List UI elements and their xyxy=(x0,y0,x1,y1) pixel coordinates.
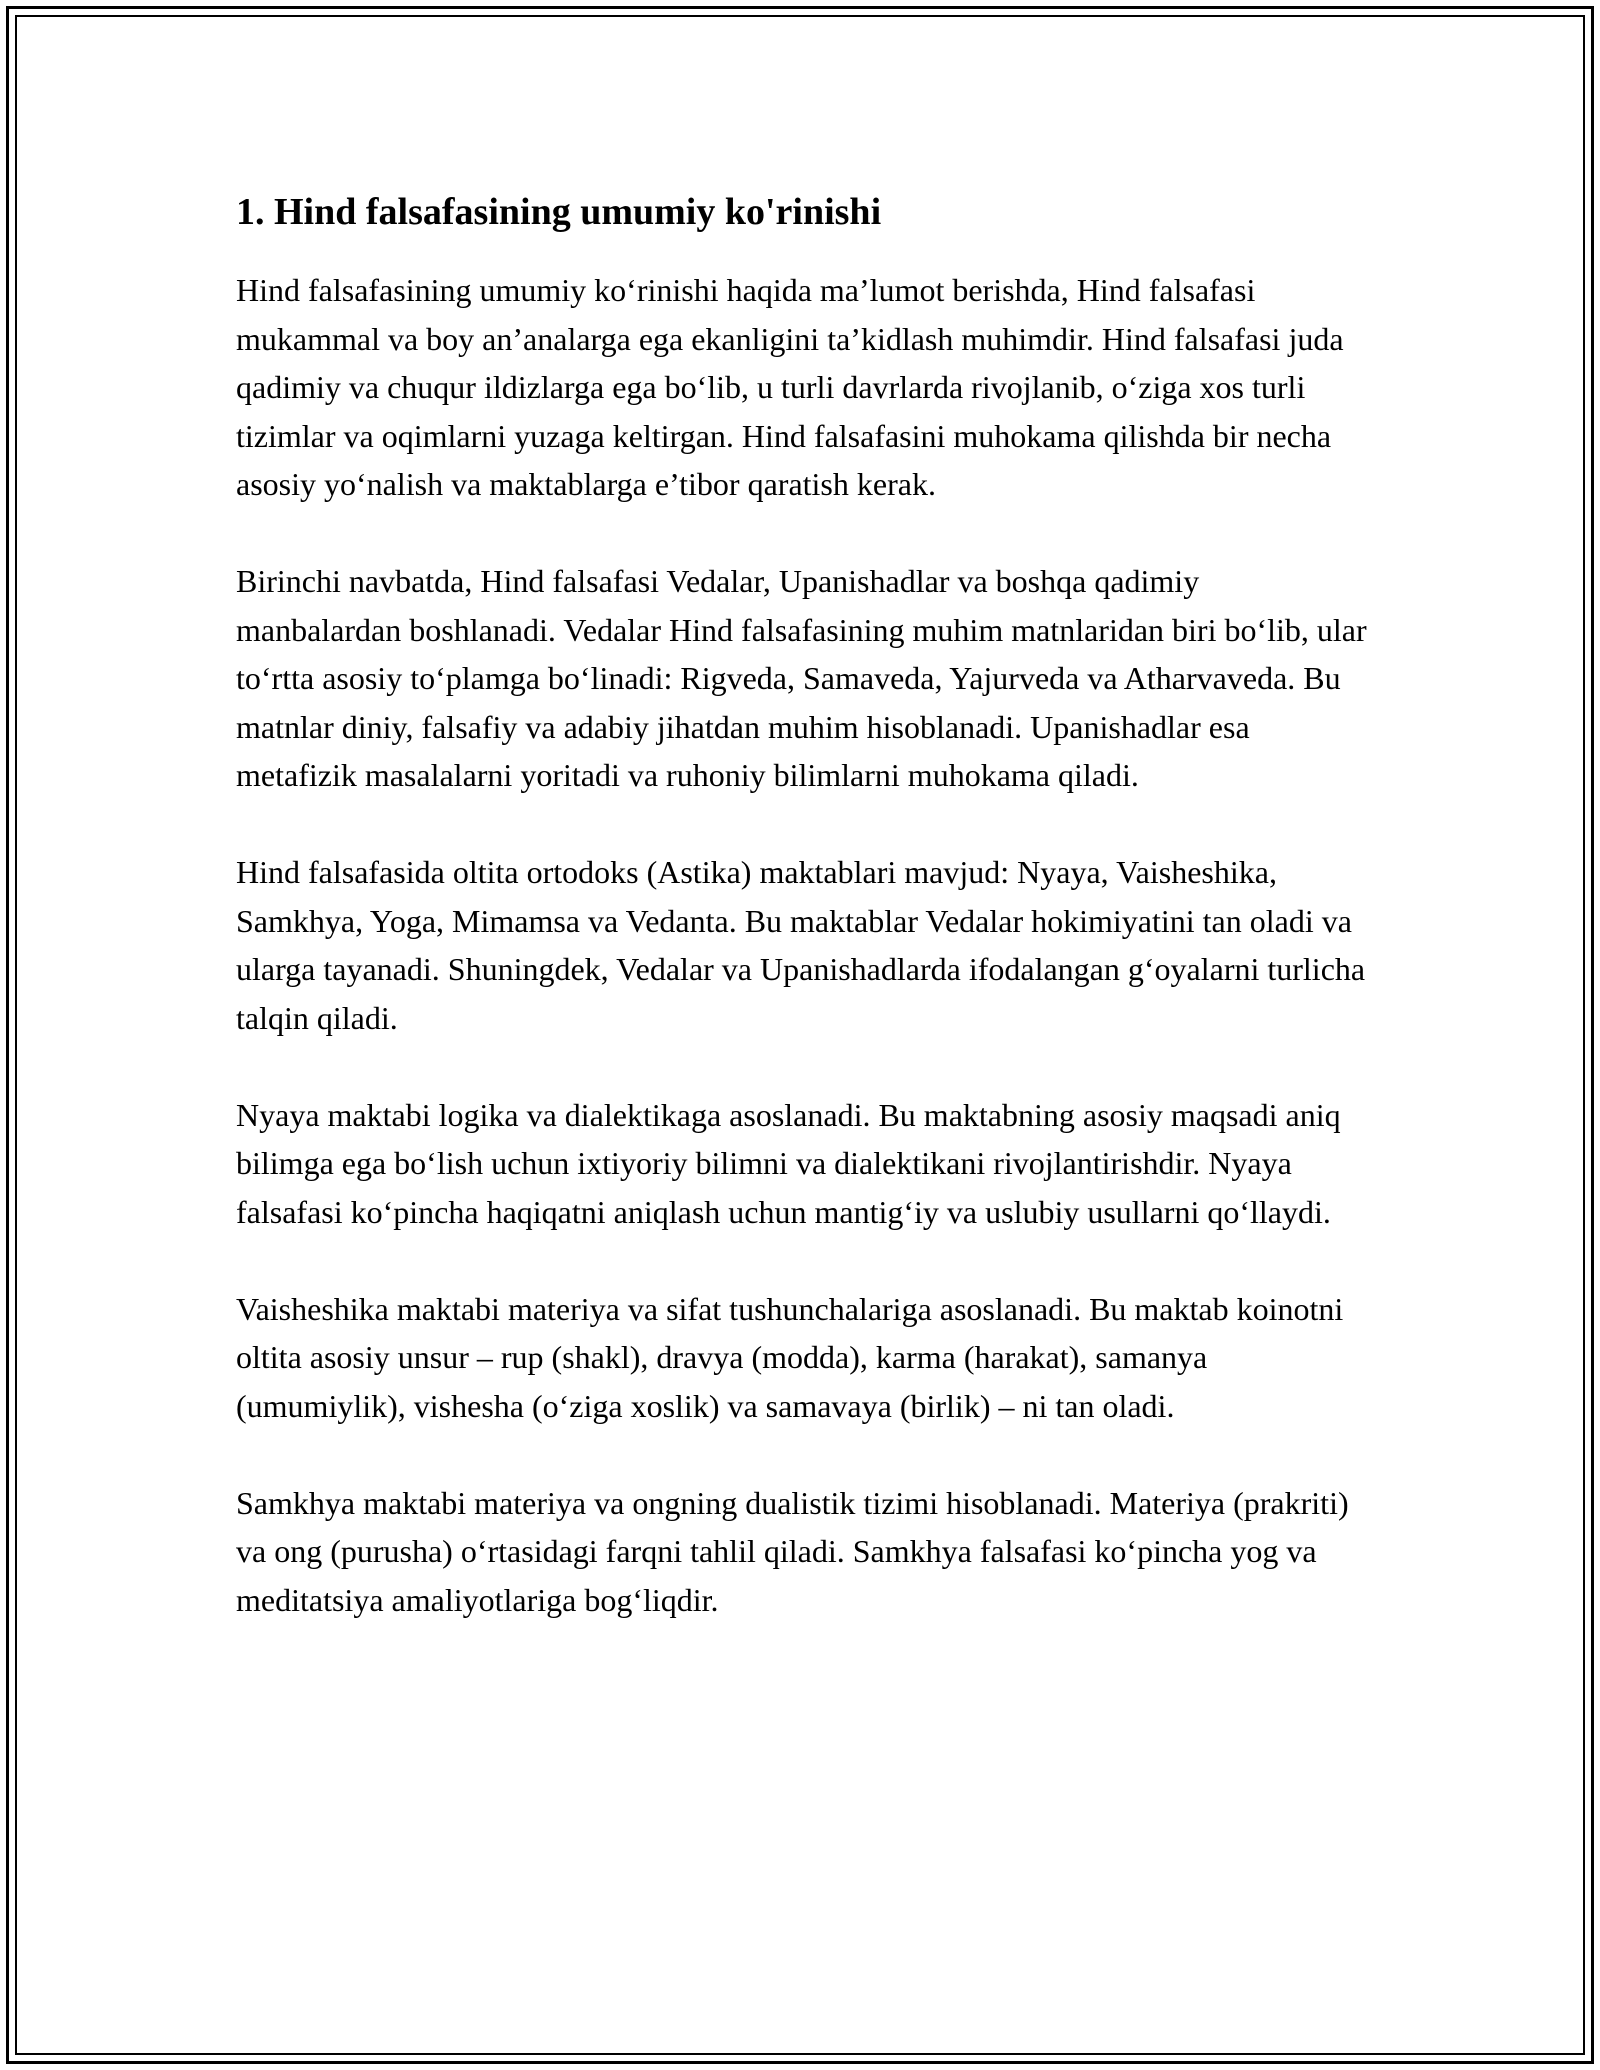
document-body xyxy=(236,186,1372,1673)
paragraph-vedas: Birinchi navbatda, Hind falsafasi Vedalar, Upanishadlar va boshqa qadimiy manbalardan boshlanadi. Vedalar Hind falsafasining muhim matnlaridan biri bo‘lib, ular to‘rtta asosiy to‘plamga bo‘linadi: Rigveda, Samaveda, Yajurveda va Atharvaveda. Bu matnlar diniy, falsafiy va adabiy jihatdan muhim hisoblanadi. Upanishadlar esa metafizik masalalarni yoritadi va ruhoniy bilimlarni muhokama qiladi. xyxy=(236,563,1367,793)
paragraph-overview: Hind falsafasining umumiy ko‘rinishi haqida ma’lumot berishda, Hind falsafasi mukammal va boy an’analarga ega ekanligini ta’kidlash muhimdir. Hind falsafasi juda qadimiy va chuqur ildizlarga ega bo‘lib, u turli davrlarda rivojlanib, o‘ziga xos turli tizimlar va oqimlarni yuzaga keltirgan. Hind falsafasini muhokama qilishda bir necha asosiy yo‘nalish va maktablarga e’tibor qaratish kerak. xyxy=(236,272,1344,502)
paragraph-nyaya: Nyaya maktabi logika va dialektikaga asoslanadi. Bu maktabning asosiy maqsadi aniq bilimga ega bo‘lish uchun ixtiyoriy bilimni va dialektikani rivojlantirishdir. Nyaya falsafasi ko‘pincha haqiqatni aniqlash uchun mantig‘iy va uslubiy usullarni qo‘llaydi. xyxy=(236,1096,1341,1230)
paragraph-astika-schools: Hind falsafasida oltita ortodoks (Astika) maktablari mavjud: Nyaya, Vaisheshika, Samkhya, Yoga, Mimamsa va Vedanta. Bu maktablar Vedalar hokimiyatini tan oladi va ularga tayanadi. Shuningdek, Vedalar va Upanishadlarda ifodalangan g‘oyalarni turlicha talqin qiladi. xyxy=(236,854,1366,1036)
section-heading: 1. Hind falsafasining umumiy ko'rinishi xyxy=(236,191,882,233)
paragraph-samkhya: Samkhya maktabi materiya va ongning dualistik tizimi hisoblanadi. Materiya (prakriti) va ong (purusha) o‘rtasidagi farqni tahlil qiladi. Samkhya falsafasi ko‘pincha yog va meditatsiya amaliyotlariga bog‘liqdir. xyxy=(236,1484,1349,1618)
paragraph-vaisheshika: Vaisheshika maktabi materiya va sifat tushunchalariga asoslanadi. Bu maktab koinotni oltita asosiy unsur – rup (shakl), dravya (modda), karma (harakat), samanya (umumiylik), vishesha (o‘ziga xoslik) va samavaya (birlik) – ni tan oladi. xyxy=(236,1290,1344,1424)
